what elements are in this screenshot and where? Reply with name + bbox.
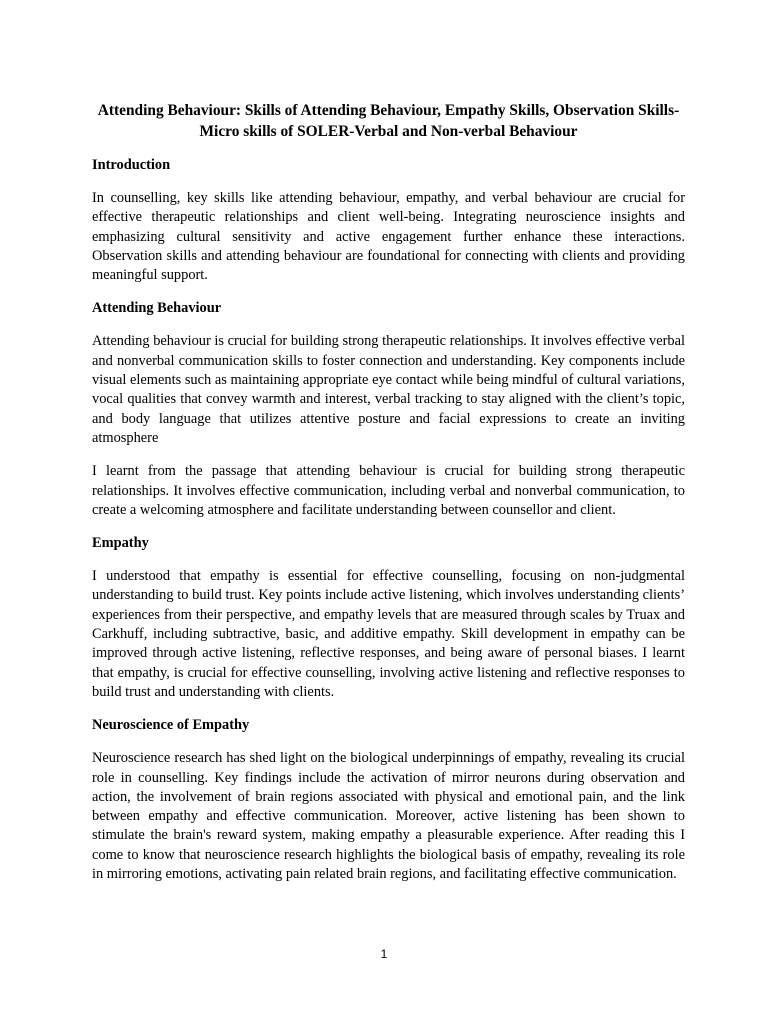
document-page (92, 100, 685, 898)
section-empathy (92, 534, 685, 702)
section-heading: Neuroscience of Empathy (92, 717, 250, 734)
section-heading: Attending Behaviour (92, 300, 222, 317)
paragraph: I learnt from the passage that attending behaviour is crucial for building strong therapeutic relationships. It involves effective communication, including verbal and nonverbal communication, to create a welcoming atmosphere and facilitate understanding between counsellor and client. (92, 463, 685, 518)
section-attending-behaviour (92, 299, 685, 520)
paragraph: I understood that empathy is essential for effective counselling, focusing on non-judgmental understanding to build trust. Key points include active listening, which involves understanding clients’ experiences from their perspective, and empathy levels that are measured through scales by Truax and Carkhuff, including subtractive, basic, and additive empathy. Skill development in empathy can be improved through active listening, reflective responses, and being aware of personal biases. I learnt that empathy, is crucial for effective counselling, involving active listening and reflective responses to build trust and understanding with clients. (92, 568, 685, 700)
document-title: Attending Behaviour: Skills of Attending Behaviour, Empathy Skills, Observation Skills-Micro skills of SOLER-Verbal and Non-verbal Behaviour (97, 102, 680, 140)
paragraph: Attending behaviour is crucial for building strong therapeutic relationships. It involves effective verbal and nonverbal communication skills to foster connection and understanding. Key components include visual elements such as maintaining appropriate eye contact while being mindful of cultural variations, vocal qualities that convey warmth and interest, verbal tracking to stay aligned with the client’s topic, and body language that utilizes attentive posture and facial expressions to create an inviting atmosphere (92, 333, 685, 446)
section-introduction (92, 156, 685, 285)
section-neuroscience-of-empathy (92, 716, 685, 884)
section-heading: Empathy (92, 535, 149, 552)
paragraph: In counselling, key skills like attending behaviour, empathy, and verbal behaviour are crucial for effective therapeutic relationships and client well-being. Integrating neuroscience insights and emphasizing cultural sensitivity and active engagement further enhance these interactions. Observation skills and attending behaviour are foundational for connecting with clients and providing meaningful support. (92, 190, 685, 284)
section-heading: Introduction (92, 157, 171, 173)
page-number: 1 (380, 947, 388, 961)
paragraph: Neuroscience research has shed light on the biological underpinnings of empathy, revealing its crucial role in counselling. Key findings include the activation of mirror neurons during observation and action, the involvement of brain regions associated with physical and emotional pain, and the link between empathy and effective communication. Moreover, active listening has been shown to stimulate the brain's reward system, making empathy a pleasurable experience. After reading this I come to know that neuroscience research highlights the biological basis of empathy, revealing its role in mirroring emotions, activating pain related brain regions, and facilitating effective communication. (92, 750, 685, 883)
